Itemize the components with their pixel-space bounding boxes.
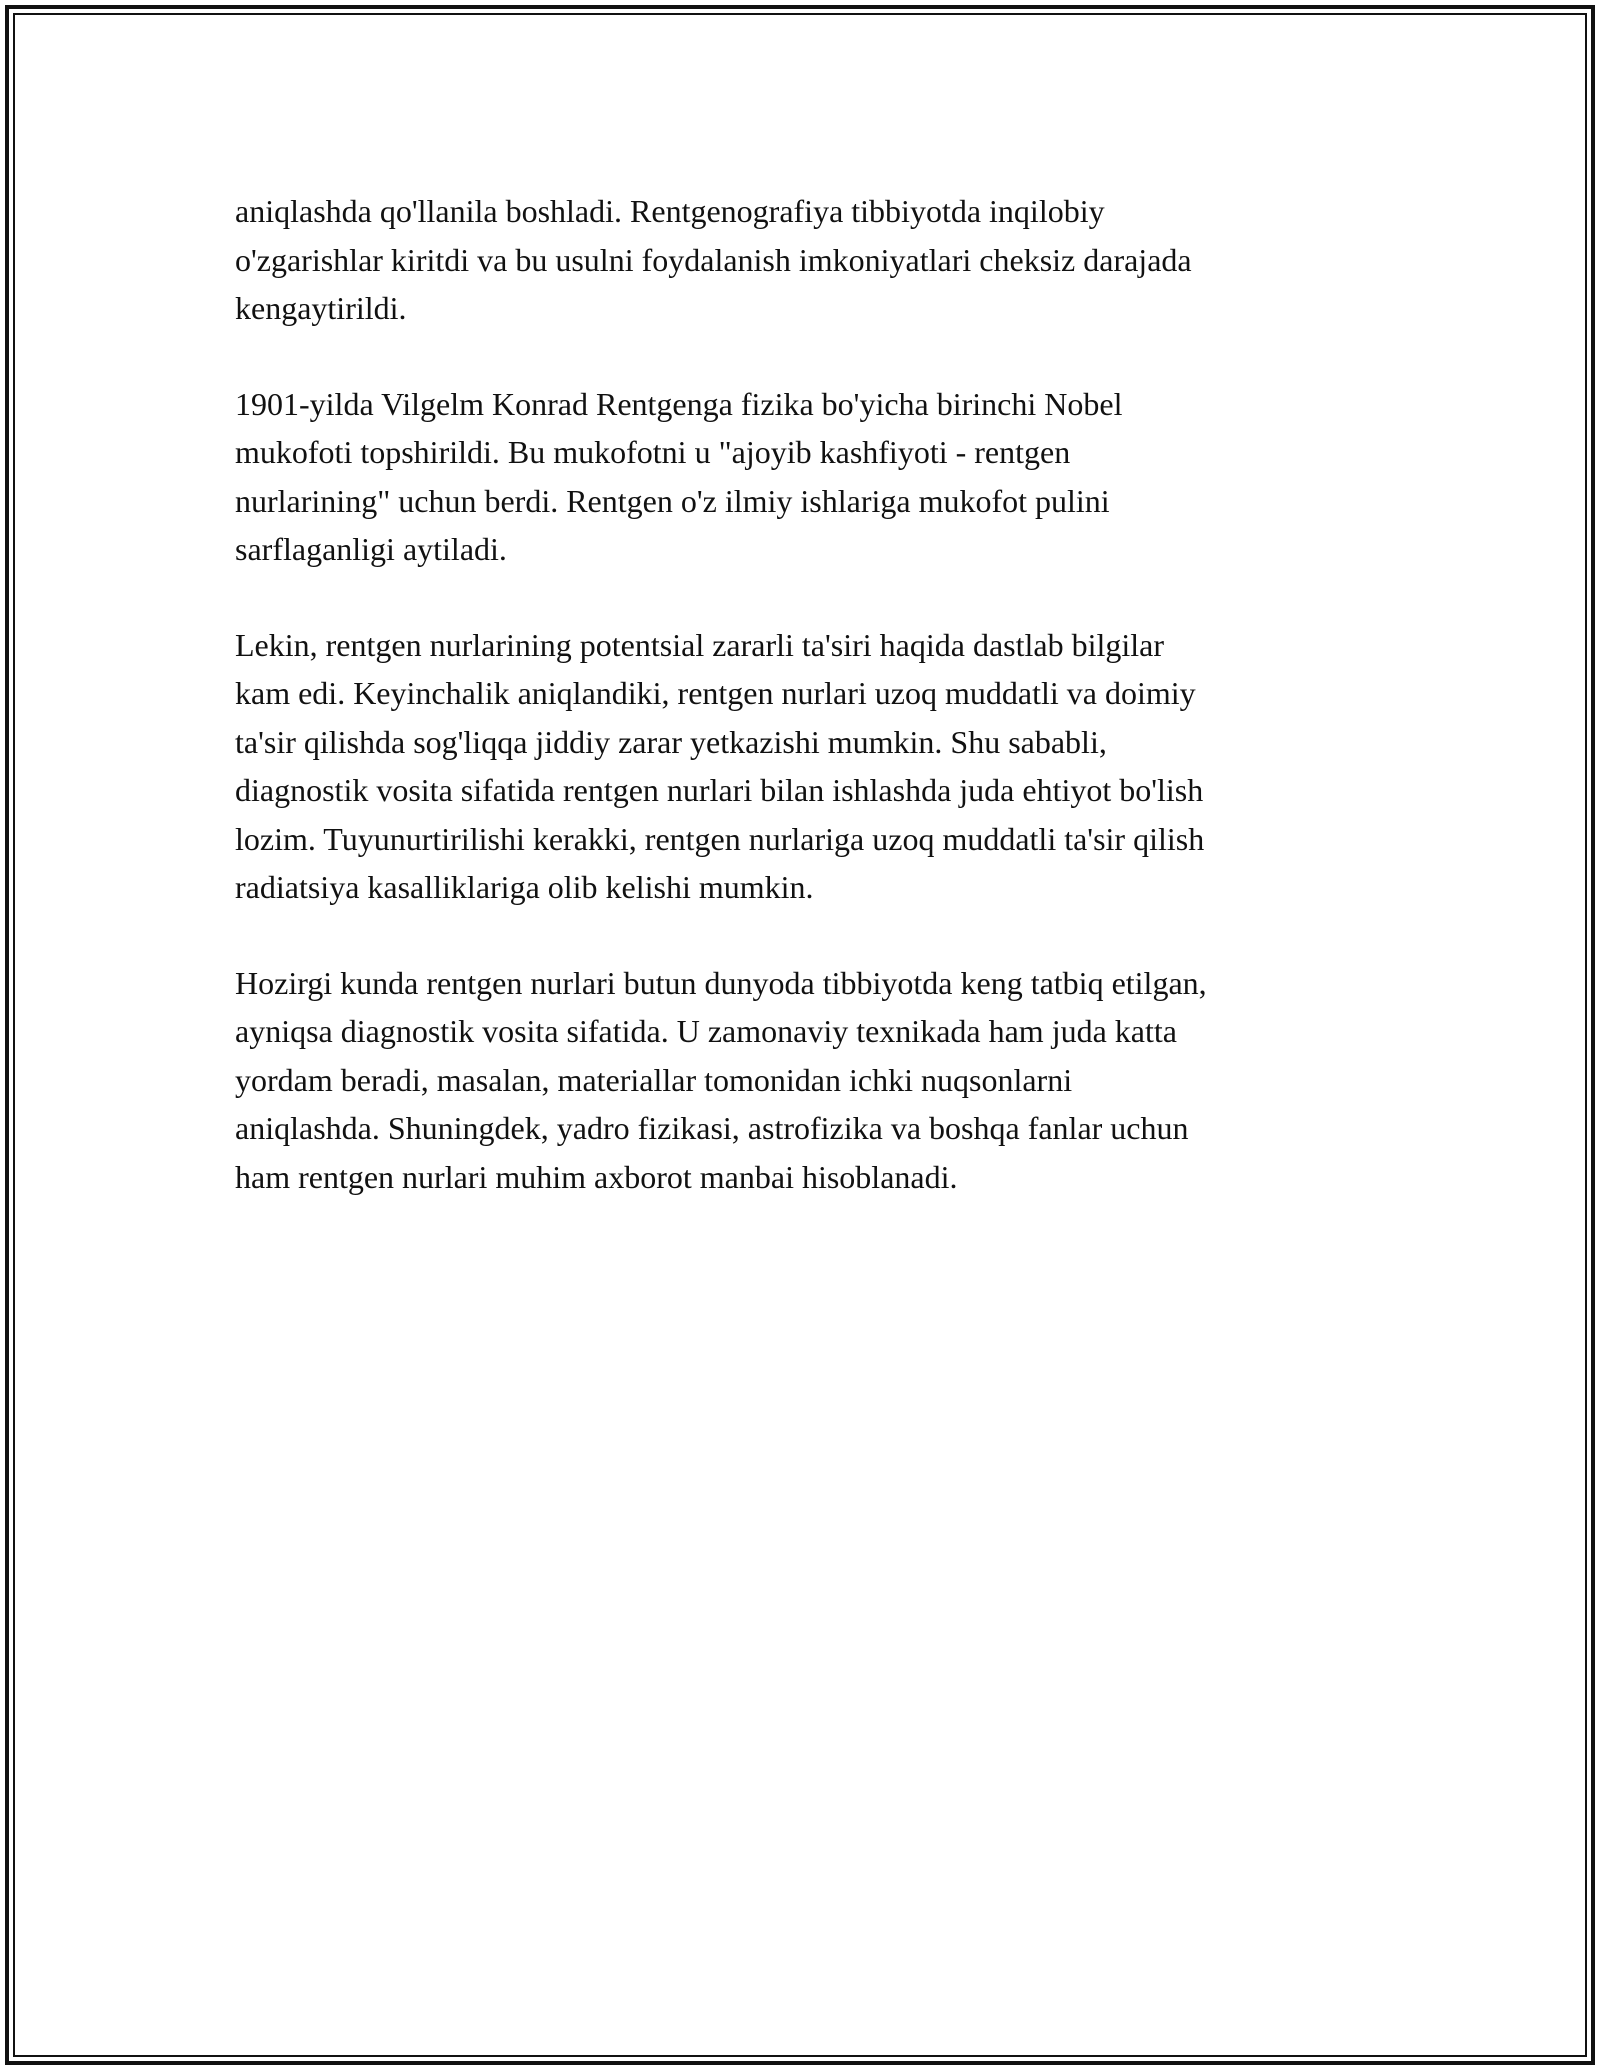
document-body (235, 187, 1365, 1248)
paragraph-2: 1901-yilda Vilgelm Konrad Rentgenga fizika bo'yicha birinchi Nobel mukofoti topshirildi. Bu mukofotni u "ajoyib kashfiyoti - rentgen nurlarining" uchun berdi. Rentgen o'z ilmiy ishlariga mukofot pulini sarflaganligi aytiladi. (235, 385, 1123, 567)
paragraph-3: Lekin, rentgen nurlarining potentsial zararli ta'siri haqida dastlab bilgilar kam edi. Keyinchalik aniqlandiki, rentgen nurlari uzoq muddatli va doimiy ta'sir qilishda sog'liqqa jiddiy zarar yetkazishi mumkin. Shu sababli, diagnostik vosita sifatida rentgen nurlari bilan ishlashda juda ehtiyot bo'lish lozim. Tuyunurtirilishi kerakki, rentgen nurlariga uzoq muddatli ta'sir qilish radiatsiya kasalliklariga olib kelishi mumkin. (235, 626, 1205, 905)
paragraph-4: Hozirgi kunda rentgen nurlari butun dunyoda tibbiyotda keng tatbiq etilgan, ayniqsa diagnostik vosita sifatida. U zamonaviy texnikada ham juda katta yordam beradi, masalan, materiallar tomonidan ichki nuqsonlarni aniqlashda. Shuningdek, yadro fizikasi, astrofizika va boshqa fanlar uchun ham rentgen nurlari muhim axborot manbai hisoblanadi. (235, 964, 1207, 1195)
paragraph-1: aniqlashda qo'llanila boshladi. Rentgenografiya tibbiyotda inqilobiy o'zgarishlar kiritdi va bu usulni foydalanish imkoniyatlari cheksiz darajada kengaytirildi. (235, 193, 1192, 326)
